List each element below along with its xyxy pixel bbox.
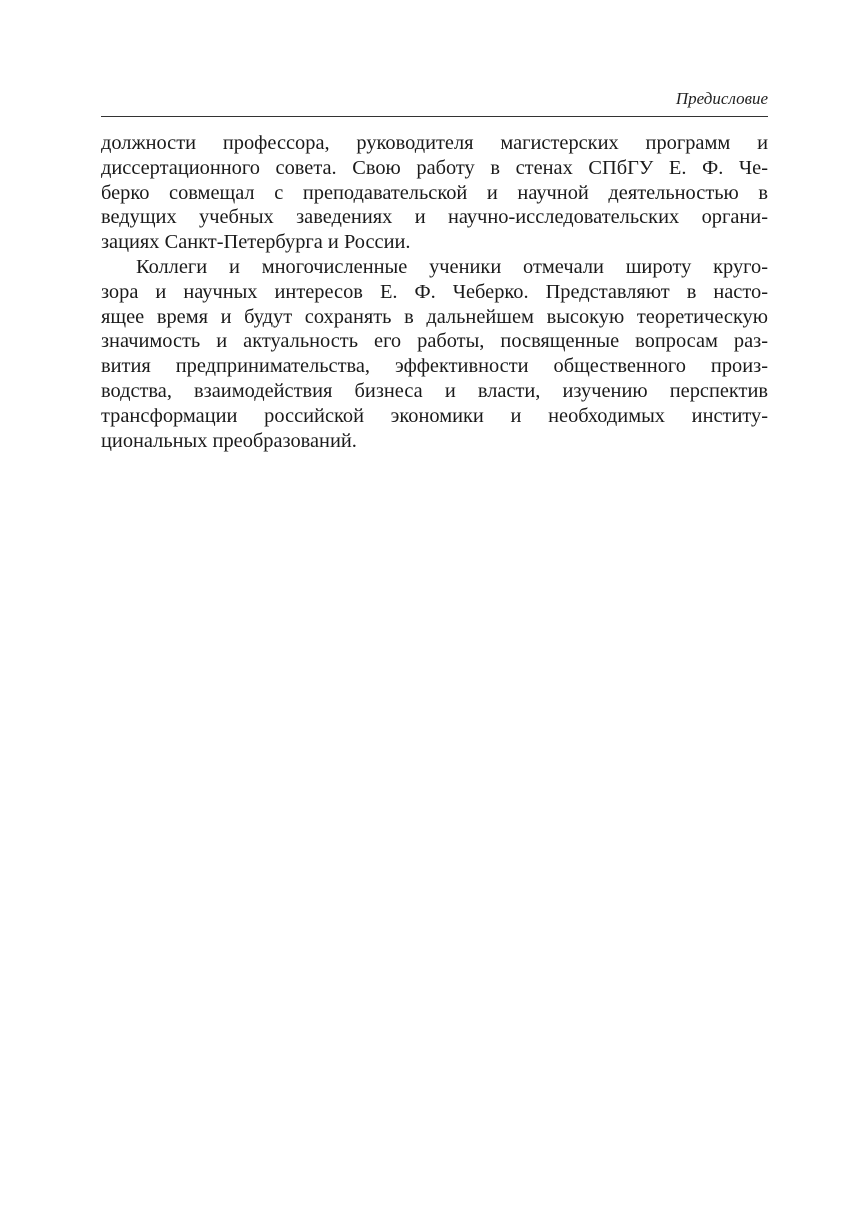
text-line: циональных преобразований. <box>101 429 357 452</box>
body-text <box>101 131 768 453</box>
text-line: зациях Санкт-Петербурга и России. <box>101 231 411 254</box>
text-line: водства, взаимодействия бизнеса и власти, изучению перспектив <box>101 379 768 402</box>
running-head: Предисловие <box>675 89 768 108</box>
text-line: диссертационного совета. Свою работу в стенах СПбГУ Е. Ф. Че- <box>101 156 768 179</box>
paragraph-1 <box>101 131 768 255</box>
header-rule <box>101 116 768 117</box>
text-line: значимость и актуальность его работы, посвященные вопросам раз- <box>101 330 768 353</box>
text-line: ящее время и будут сохранять в дальнейшем высокую теоретическую <box>101 305 768 328</box>
text-line: берко совмещал с преподавательской и научной деятельностью в <box>101 181 768 204</box>
text-line: должности профессора, руководителя магистерских программ и <box>101 132 768 154</box>
text-line: Коллеги и многочисленные ученики отмечали широту круго- <box>136 255 768 278</box>
text-line: ведущих учебных заведениях и научно-исследовательских органи- <box>101 206 768 229</box>
text-line: вития предпринимательства, эффективности общественного произ- <box>101 355 768 378</box>
text-line: зора и научных интересов Е. Ф. Чеберко. Представляют в насто- <box>101 280 768 303</box>
text-line: трансформации российской экономики и необходимых институ- <box>101 404 768 427</box>
paragraph-2 <box>101 255 768 453</box>
